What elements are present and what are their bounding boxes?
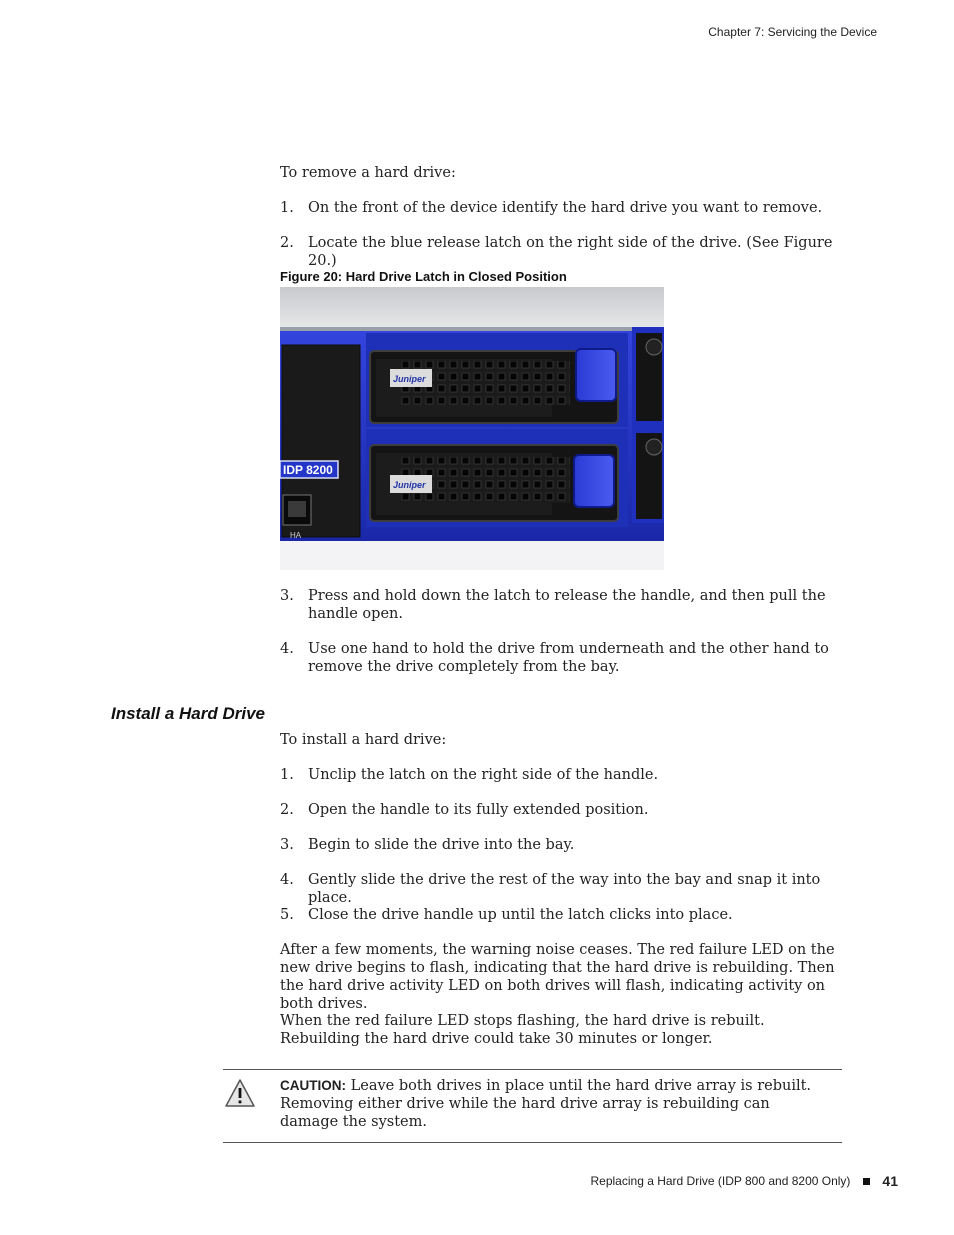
step-text: Gently slide the drive the rest of the way into the bay and snap it into place.	[308, 872, 821, 906]
step-text: Press and hold down the latch to release the handle, and then pull the handle open.	[308, 588, 826, 622]
step-number: 2.	[280, 802, 294, 818]
figure-image	[280, 287, 664, 570]
step-text: Close the drive handle up until the latch clicks into place.	[308, 907, 733, 923]
model-label: IDP 8200	[283, 463, 333, 477]
hard-drive-photo	[280, 287, 664, 570]
section-heading: Install a Hard Drive	[111, 704, 266, 723]
port-label: HA	[290, 531, 302, 540]
step-number: 3.	[280, 837, 294, 853]
step-number: 4.	[280, 872, 294, 888]
brand-label: Juniper	[393, 480, 426, 490]
release-latch-top	[576, 349, 616, 401]
step-text: Use one hand to hold the drive from underneath and the other hand to remove the drive completely from the bay.	[308, 641, 829, 675]
figure-title: Figure 20: Hard Drive Latch in Closed Position	[280, 269, 567, 284]
caution-label: CAUTION:	[280, 1078, 346, 1093]
release-latch-bottom	[574, 455, 614, 507]
step-number: 2.	[280, 235, 294, 251]
caution-text: Leave both drives in place until the hard drive array is rebuilt. Removing either drive while the hard drive array is rebuilding can damage the system.	[280, 1078, 812, 1130]
step-number: 1.	[280, 767, 294, 783]
square-bullet-icon	[863, 1178, 870, 1185]
footer-section-title: Replacing a Hard Drive (IDP 800 and 8200 Only)	[590, 1174, 851, 1188]
page-number: 41	[882, 1173, 898, 1189]
caution-note	[280, 1077, 825, 1131]
page-footer	[591, 1173, 899, 1189]
step-text: Unclip the latch on the right side of the handle.	[308, 767, 659, 783]
step-number: 4.	[280, 641, 294, 657]
step-number: 5.	[280, 907, 294, 923]
step-text: Locate the blue release latch on the right side of the drive. (See Figure 20.)	[308, 235, 833, 269]
caution-top-rule	[223, 1069, 842, 1070]
install-intro: To install a hard drive:	[280, 732, 447, 748]
step-text: Begin to slide the drive into the bay.	[308, 837, 575, 853]
running-header: Chapter 7: Servicing the Device	[708, 25, 877, 39]
step-number: 1.	[280, 200, 294, 216]
paragraph-rebuild-status: After a few moments, the warning noise ceases. The red failure LED on the new drive begins to flash, indicating that the hard drive is rebuilding. Then the hard drive activity LED on both drives will flash, indicating activity on both drives.	[280, 942, 835, 1012]
brand-label: Juniper	[393, 374, 426, 384]
remove-intro: To remove a hard drive:	[280, 165, 456, 181]
step-number: 3.	[280, 588, 294, 604]
caution-bottom-rule	[223, 1142, 842, 1143]
step-text: Open the handle to its fully extended position.	[308, 802, 649, 818]
paragraph-rebuild-time: When the red failure LED stops flashing, the hard drive is rebuilt. Rebuilding the hard drive could take 30 minutes or longer.	[280, 1013, 765, 1047]
step-text: On the front of the device identify the hard drive you want to remove.	[308, 200, 823, 216]
warning-triangle-icon	[224, 1078, 256, 1112]
